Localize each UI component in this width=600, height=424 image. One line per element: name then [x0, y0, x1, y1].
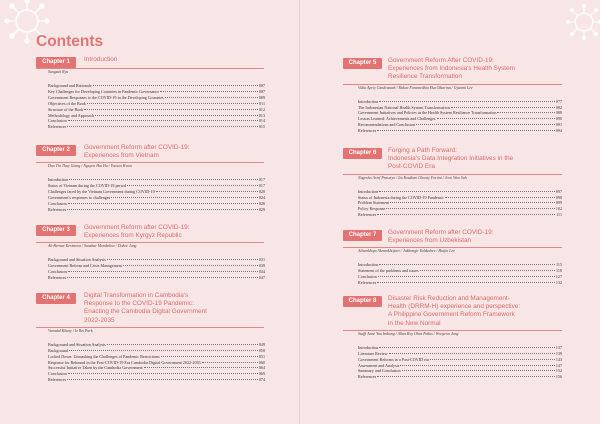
toc-leader-dots [379, 101, 555, 102]
toc-entry-label: Government's responses to challenges [48, 195, 111, 201]
toc-entry-label: The Indonesian National Health System Transformation [358, 104, 450, 110]
toc-page-number: 152 [555, 368, 562, 374]
toc-entry-label: References [48, 275, 67, 281]
toc-leader-dots [379, 347, 555, 348]
toc-entry[interactable] [48, 275, 265, 281]
chapter-title-line: 2022-2035 [84, 316, 115, 324]
toc-page-number: 050 [258, 347, 265, 353]
toc-entry-label: Introduction [358, 188, 379, 194]
toc-leader-dots [156, 191, 258, 192]
toc-leader-dots [377, 214, 555, 215]
toc-entry[interactable] [358, 280, 562, 286]
toc-entry-label: Introduction [358, 344, 379, 350]
chapter-divider [343, 84, 562, 85]
toc-page-number: 017 [258, 183, 265, 189]
toc-entry-label: References [48, 377, 67, 383]
chapter-title-line: Government Reform After COVID-19: [388, 57, 494, 64]
toc-entry[interactable] [358, 374, 562, 380]
virus-icon [564, 2, 600, 42]
toc-page-number: 011 [259, 100, 265, 106]
toc-list [48, 342, 265, 383]
toc-leader-dots [107, 344, 258, 345]
chapter-authors: Staffi Anne Yao Imbang / Allan Roy Obas Peñas / Wooyeon Jung [358, 331, 459, 336]
toc-leader-dots [416, 124, 555, 125]
chapter-divider [343, 174, 562, 175]
chapter-title-line: Resilience Transformation [388, 73, 462, 81]
toc-entry-label: Conclusion [48, 269, 67, 275]
page-fold [299, 0, 300, 424]
toc-entry-label: References [48, 124, 67, 130]
toc-leader-dots [69, 350, 258, 351]
toc-list [358, 345, 562, 380]
toc-page-number: 064 [258, 365, 265, 371]
toc-list [48, 177, 265, 212]
toc-page-number: 137 [555, 344, 562, 350]
toc-leader-dots [377, 282, 555, 283]
toc-leader-dots [68, 373, 258, 374]
toc-page-number: 013 [258, 112, 265, 118]
toc-leader-dots [68, 203, 258, 204]
toc-entry-label: Background [48, 347, 69, 353]
toc-leader-dots [107, 259, 258, 260]
toc-page-number: 007 [258, 88, 265, 94]
toc-entry-label: Literature Review [358, 350, 388, 356]
toc-list [358, 99, 562, 134]
toc-entry-label: References [358, 212, 377, 218]
toc-entry-label: Response for Rebound in the Post-COVID-19 Era Cambodia Digital Government 2022-2035 [48, 359, 201, 365]
toc-entry-label: Objectives of the Book [48, 100, 86, 106]
toc-leader-dots [69, 179, 258, 180]
toc-page-number: 015 [258, 124, 265, 130]
chapter-badge: Chapter 7 [343, 230, 382, 241]
toc-page-number: 090 [555, 116, 562, 122]
chapter-title-line: Digital Transformation in Cambodia's [84, 292, 189, 299]
toc-entry-label: Status of Vietnam during the COVID-19 period [48, 183, 126, 189]
toc-leader-dots [68, 271, 258, 272]
toc-page-number: 074 [258, 377, 265, 383]
toc-page-number: 091 [555, 122, 562, 128]
toc-page-number: 132 [555, 280, 562, 286]
toc-page-number: 047 [258, 275, 265, 281]
toc-page-number: 098 [555, 194, 562, 200]
toc-entry-label: Background and Situation Analysis [48, 341, 106, 347]
chapter-title[interactable] [84, 292, 207, 325]
toc-page-number: 111 [556, 212, 562, 218]
chapter-title-line: Experiences from Kyrgyz Republic [84, 232, 182, 240]
toc-page-number: 097 [555, 188, 562, 194]
toc-entry-label: Conclusion [358, 274, 377, 280]
toc-leader-dots [93, 85, 258, 86]
toc-entry-label: Statement of the problems and issues [358, 268, 419, 274]
toc-leader-dots [144, 367, 258, 368]
toc-leader-dots [160, 91, 258, 92]
toc-entry-label: Recommendations and Conclusion [358, 122, 416, 128]
chapter-authors: Alisankhoja Akramkhojaev / Jakhongir Yuldashev / Huijin Lee [358, 249, 455, 254]
toc-entry-label: References [48, 206, 67, 212]
toc-entry-label: Status of Indonesia during the COVID-19 Pandemic [358, 194, 444, 200]
toc-leader-dots [445, 197, 555, 198]
toc-page-number: 156 [555, 374, 562, 380]
toc-page-number: 009 [258, 94, 265, 100]
toc-leader-dots [420, 270, 555, 271]
toc-page-number: 024 [258, 195, 265, 201]
toc-leader-dots [165, 97, 258, 98]
toc-page-number: 077 [555, 98, 562, 104]
toc-entry-label: Policy Response [358, 206, 386, 212]
chapter-authors: Vanndal Khuny / Ie Rei Park [48, 328, 93, 333]
chapter-title[interactable] [388, 295, 520, 328]
toc-entry-label: Conclusion [48, 118, 67, 124]
toc-entry-label: Challenges faced by the Vietnam Government during COVID-19 [48, 189, 155, 195]
toc-list [48, 83, 265, 130]
toc-entry-label: Government Responses to the COVID-19 in the Developing Countries [48, 94, 164, 100]
toc-entry[interactable] [48, 377, 265, 383]
chapter-title-line: Introduction [84, 56, 118, 63]
toc-entry[interactable] [358, 128, 562, 134]
toc-page-number: 020 [258, 189, 265, 195]
chapter-badge: Chapter 4 [36, 293, 76, 304]
toc-entry-label: Introduction [358, 98, 379, 104]
chapter-divider [36, 242, 264, 243]
toc-leader-dots [202, 362, 258, 363]
chapter-authors: Dao Thi Thuy Giang / Nguyen Hai Ha / Yoosoo Kwon [48, 164, 132, 169]
toc-entry-label: Structure of the Book [48, 106, 84, 112]
toc-page-number: 139 [555, 350, 562, 356]
toc-entry-label: Introduction [358, 262, 379, 268]
chapter-title[interactable] [84, 224, 189, 240]
toc-page-number: 026 [258, 201, 265, 207]
toc-entry[interactable] [358, 212, 562, 218]
toc-leader-dots [389, 353, 555, 354]
toc-leader-dots [87, 103, 258, 104]
chapter-title-line: Government Reform after COVID-19: [388, 229, 494, 236]
chapter-authors: Ak-Bermet Kerimova / Sanzhar Mombekov / Dohee Jang [48, 244, 137, 249]
chapter-badge: Chapter 8 [343, 296, 382, 307]
toc-page-number: 007 [258, 83, 265, 88]
toc-leader-dots [497, 112, 554, 113]
toc-page-number: 115 [556, 262, 562, 268]
chapter-badge: Chapter 6 [343, 148, 382, 159]
chapter-title[interactable] [84, 144, 189, 160]
toc-leader-dots [67, 379, 258, 380]
toc-entry-label: Background and Rationale [48, 83, 92, 88]
toc-entry-label: Government Reforms in a Post-COVID era [358, 356, 430, 362]
toc-entry-label: Government Reform and Crisis Management [48, 263, 122, 269]
chapter-title[interactable] [84, 56, 117, 64]
toc-entry-label: Locked Down: Unmasking the Challenges of Pandemic Restrictions [48, 353, 160, 359]
toc-leader-dots [84, 109, 258, 110]
chapter-badge: Chapter 5 [343, 58, 382, 69]
toc-leader-dots [111, 197, 258, 198]
toc-entry-label: Conclusion [48, 201, 67, 207]
toc-list [358, 262, 562, 286]
toc-entry-label: Methodology and Approach [48, 112, 94, 118]
chapter-title-line: Post-COVID Era [388, 163, 435, 171]
toc-leader-dots [67, 277, 258, 278]
chapter-divider [343, 247, 562, 248]
chapter-title-line: Experiences from Vietnam [84, 152, 159, 160]
chapter-title-line: Response to the COVID-19 Pandemic: [84, 300, 194, 308]
toc-page-number: 039 [258, 263, 265, 269]
toc-page-number: 088 [555, 110, 562, 116]
chapter-title-line: Disaster Risk Reduction and Management- [388, 295, 510, 302]
toc-leader-dots [390, 202, 555, 203]
toc-entry-label: References [358, 128, 377, 134]
toc-page-number: 082 [555, 104, 562, 110]
toc-page-number: 069 [258, 371, 265, 377]
toc-entry-label: Key Challenges for Developing Countries in Pandemic Governance [48, 88, 160, 94]
chapter-title-line: Experiences from Indonesia's Health System [388, 65, 515, 73]
chapter-title-line: A Philippine Government Reform Framework [388, 311, 515, 319]
chapter-badge: Chapter 3 [36, 225, 76, 236]
chapter-authors: Vidia Apriy Candranath / Ridwa Faramedhia Eka Oktarina / Gyunmi Lee [358, 85, 473, 90]
chapter-title-line: Forging a Path Forward: [388, 147, 457, 154]
chapter-title-line: Government Reform after COVID-19: [84, 224, 190, 231]
toc-leader-dots [67, 209, 258, 210]
chapter-divider [343, 330, 562, 331]
toc-list [358, 189, 562, 219]
toc-page-number: 118 [556, 268, 562, 274]
toc-entry-label: References [358, 280, 377, 286]
chapter-badge: Chapter 1 [36, 57, 76, 68]
toc-entry-label: Summary and Conclusion [358, 368, 401, 374]
toc-leader-dots [451, 107, 555, 108]
toc-entry-label: Government Initiatives and Policies in the Health System Resilience Transformation [358, 110, 497, 116]
toc-leader-dots [378, 276, 555, 277]
chapter-title-line: Indonesia's Data Integration Initiatives in the [388, 155, 514, 163]
toc-leader-dots [386, 208, 555, 209]
toc-entry-label: References [358, 374, 377, 380]
toc-page-number: 099 [555, 200, 562, 206]
toc-page-number: 094 [555, 128, 562, 134]
toc-page-number: 012 [258, 106, 265, 112]
toc-page-number: 127 [555, 274, 562, 280]
toc-entry-label: Problem Statement [358, 200, 390, 206]
toc-leader-dots [161, 356, 258, 357]
toc-list [48, 257, 265, 281]
chapter-title-line: in the New Normal [388, 319, 441, 327]
toc-leader-dots [379, 264, 555, 265]
chapter-divider [36, 327, 264, 328]
toc-entry[interactable] [48, 207, 265, 213]
toc-page-number: 060 [258, 359, 265, 365]
chapter-title[interactable] [388, 147, 513, 172]
chapter-title-line: Enacting the Cambodia Digital Government [84, 308, 207, 316]
chapter-title-line: Government Reform after COVID-19: [84, 144, 190, 151]
chapter-title-line: Health (DRRM-H) experience and perspective: [388, 303, 521, 311]
toc-page-number: 049 [258, 341, 265, 347]
toc-page-number: 014 [258, 118, 265, 124]
chapter-authors: Sungsuh Ryu [48, 70, 69, 74]
toc-leader-dots [377, 376, 555, 377]
toc-entry-label: Lesson Learned: Achievements and Challenges [358, 116, 436, 122]
chapter-badge: Chapter 2 [36, 145, 76, 156]
toc-entry-label: Background and Situation Analysis [48, 257, 106, 263]
toc-page-number: 147 [555, 362, 562, 368]
toc-page-number: 029 [258, 206, 265, 212]
chapter-title-line: Experiences from Uzbekistan [388, 237, 472, 245]
right-page [300, 0, 600, 424]
page-title: Contents [36, 33, 104, 50]
toc-leader-dots [95, 115, 258, 116]
chapter-title[interactable] [388, 229, 493, 245]
toc-entry-label: Successful Initiative Taken by the Cambodia Government [48, 365, 143, 371]
chapter-divider [36, 68, 264, 69]
toc-page-number: 031 [258, 257, 265, 263]
toc-entry-label: Introduction [48, 177, 69, 183]
toc-entry-label: Assessment and Analysis [358, 362, 400, 368]
toc-page-number: 017 [258, 177, 265, 183]
toc-leader-dots [400, 365, 554, 366]
toc-leader-dots [430, 359, 555, 360]
toc-entry-label: Conclusion [48, 371, 67, 377]
chapter-title[interactable] [388, 57, 515, 82]
toc-leader-dots [402, 370, 555, 371]
toc-leader-dots [67, 126, 258, 127]
toc-leader-dots [127, 185, 258, 186]
chapter-authors: Nugroho Arief Prasetyo / Iin Rosdiani Ghoniy Fortini / Jeon Woo Suh [358, 175, 467, 180]
chapter-divider [36, 162, 264, 163]
toc-page-number: 051 [258, 353, 265, 359]
toc-leader-dots [68, 120, 258, 121]
toc-leader-dots [377, 130, 555, 131]
toc-page-number: 044 [258, 269, 265, 275]
toc-page-number: 143 [555, 356, 562, 362]
toc-leader-dots [437, 118, 555, 119]
toc-leader-dots [379, 191, 555, 192]
toc-page-number: 102 [555, 206, 562, 212]
toc-leader-dots [123, 265, 258, 266]
toc-entry[interactable] [48, 124, 265, 130]
